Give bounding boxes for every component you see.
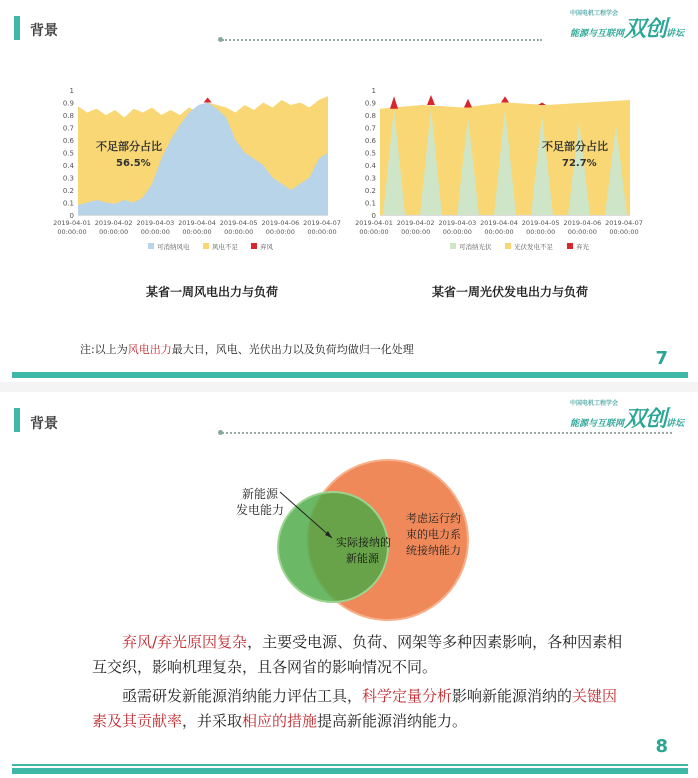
overlap-label-1: 实际接纳的 (336, 536, 391, 549)
x-tick-label-date: 2019-04-06 (261, 219, 300, 227)
share-annotation-label: 不足部分占比 (542, 140, 608, 153)
x-tick-label-date: 2019-04-04 (178, 219, 216, 227)
y-tick-label: 0.1 (364, 199, 376, 208)
y-tick-label: 0.4 (62, 162, 74, 170)
x-tick-label-time: 00:00:00 (140, 228, 170, 236)
x-tick-label-time: 00:00:00 (526, 228, 556, 236)
outside-label-2: 发电能力 (236, 503, 285, 517)
bottom-bar (12, 372, 688, 378)
x-tick-label-time: 00:00:00 (484, 228, 514, 236)
overlap-label-2: 新能源 (346, 552, 379, 565)
y-tick-label: 0.2 (62, 187, 74, 195)
x-tick-label-time: 00:00:00 (99, 228, 129, 236)
x-tick-label-date: 2019-04-07 (303, 219, 341, 227)
brand-logo: 能源与互联网双创讲坛 中国电机工程学会 (569, 400, 684, 432)
x-tick-label-date: 2019-04-05 (521, 219, 560, 227)
legend-label: 风电不足 (212, 243, 238, 251)
x-tick-label-time: 00:00:00 (567, 228, 597, 236)
y-tick-label: 0.7 (62, 124, 74, 133)
legend-swatch (148, 243, 154, 249)
page-number: 7 (655, 348, 668, 369)
paragraph-1: 弃风/弃光原因复杂，主要受电源、负荷、网架等多种因素影响，各种因素相互交织，影响机理复杂，且各网省的影响情况不同。 (92, 633, 623, 676)
slide-7 (0, 0, 698, 382)
outside-label-1: 新能源 (242, 487, 279, 501)
y-tick-label: 0 (69, 212, 74, 220)
legend-label: 可消纳光伏 (459, 243, 492, 251)
x-tick-label-time: 00:00:00 (359, 228, 389, 236)
footnote: 注:以上为风电出力最大日，风电、光伏出力以及负荷均做归一化处理 (80, 343, 414, 356)
x-tick-label-date: 2019-04-01 (53, 219, 91, 227)
x-tick-label-time: 00:00:00 (609, 228, 639, 236)
wind-chart-title: 某省一周风电出力与负荷 (146, 285, 279, 299)
legend-label: 光伏发电不足 (514, 243, 553, 251)
y-tick-label: 0.6 (62, 137, 74, 145)
venn-diagram (200, 452, 500, 622)
x-tick-label-time: 00:00:00 (307, 228, 337, 236)
share-annotation-value: 72.7% (562, 158, 597, 169)
legend-label: 弃风 (260, 243, 273, 251)
y-tick-label: 0.4 (364, 162, 376, 170)
legend-label: 弃光 (576, 243, 589, 251)
page-number: 8 (655, 736, 668, 757)
divider-dot (218, 430, 223, 435)
curtailment-spike (427, 95, 435, 105)
x-tick-label-date: 2019-04-06 (563, 219, 602, 227)
right-label-2: 束的电力系 (406, 528, 461, 541)
y-tick-label: 0.5 (62, 149, 74, 158)
y-tick-label: 0.8 (62, 112, 74, 120)
legend-swatch (450, 243, 456, 249)
legend-swatch (251, 243, 257, 249)
paragraph-2: 亟需研发新能源消纳能力评估工具，科学定量分析影响新能源消纳的关键因素及其贡献率，并采取相应的措施提高新能源消纳能力。 (92, 687, 618, 730)
y-tick-label: 0.9 (364, 99, 376, 108)
accent-bar (14, 408, 20, 432)
y-tick-label: 1 (69, 87, 74, 95)
y-tick-label: 0.3 (62, 174, 74, 183)
bottom-bar (12, 764, 688, 766)
curtailment-spike (464, 99, 472, 108)
share-annotation-label: 不足部分占比 (96, 140, 162, 153)
x-tick-label-date: 2019-04-04 (480, 219, 518, 227)
right-label-1: 考虑运行约 (406, 512, 461, 525)
section-title: 背景 (30, 23, 58, 39)
pv-chart (355, 82, 643, 262)
legend-swatch (203, 243, 209, 249)
x-tick-label-time: 00:00:00 (401, 228, 431, 236)
section-title: 背景 (30, 416, 58, 432)
divider-dot (218, 37, 223, 42)
x-tick-label-date: 2019-04-03 (136, 219, 175, 227)
y-tick-label: 0.7 (364, 124, 376, 133)
x-tick-label-date: 2019-04-07 (605, 219, 643, 227)
x-tick-label-time: 00:00:00 (224, 228, 254, 236)
x-tick-label-date: 2019-04-01 (355, 219, 393, 227)
y-tick-label: 1 (371, 87, 376, 95)
curtailment-spike (390, 96, 398, 109)
x-tick-label-date: 2019-04-03 (438, 219, 477, 227)
legend-label: 可消纳风电 (157, 243, 190, 251)
slide-gap (0, 382, 698, 392)
brand-logo: 能源与互联网双创讲坛 中国电机工程学会 (569, 10, 684, 42)
curtailment-spike (204, 98, 212, 103)
accent-bar (14, 16, 20, 40)
share-annotation-value: 56.5% (116, 158, 151, 169)
x-tick-label-date: 2019-04-02 (396, 219, 435, 227)
pv-chart-title: 某省一周光伏发电出力与负荷 (432, 285, 589, 299)
x-tick-label-date: 2019-04-02 (94, 219, 133, 227)
x-tick-label-date: 2019-04-05 (219, 219, 258, 227)
legend-swatch (505, 243, 511, 249)
x-tick-label-time: 00:00:00 (442, 228, 472, 236)
wind-chart (53, 82, 341, 262)
y-tick-label: 0.1 (62, 199, 74, 208)
curtailment-spike (501, 96, 509, 102)
y-tick-label: 0.2 (364, 187, 376, 195)
legend-swatch (567, 243, 573, 249)
x-tick-label-time: 00:00:00 (57, 228, 87, 236)
x-tick-label-time: 00:00:00 (265, 228, 295, 236)
y-tick-label: 0.5 (364, 149, 376, 158)
y-tick-label: 0.3 (364, 174, 376, 183)
x-tick-label-time: 00:00:00 (182, 228, 212, 236)
y-tick-label: 0.9 (62, 99, 74, 108)
dotted-divider (222, 39, 542, 41)
slide-8 (0, 392, 698, 778)
right-label-3: 统接纳能力 (406, 544, 461, 557)
bottom-bar-thick (12, 768, 688, 774)
y-tick-label: 0.8 (364, 112, 376, 120)
y-tick-label: 0 (371, 212, 376, 220)
curtailment-spike (538, 103, 546, 106)
y-tick-label: 0.6 (364, 137, 376, 145)
